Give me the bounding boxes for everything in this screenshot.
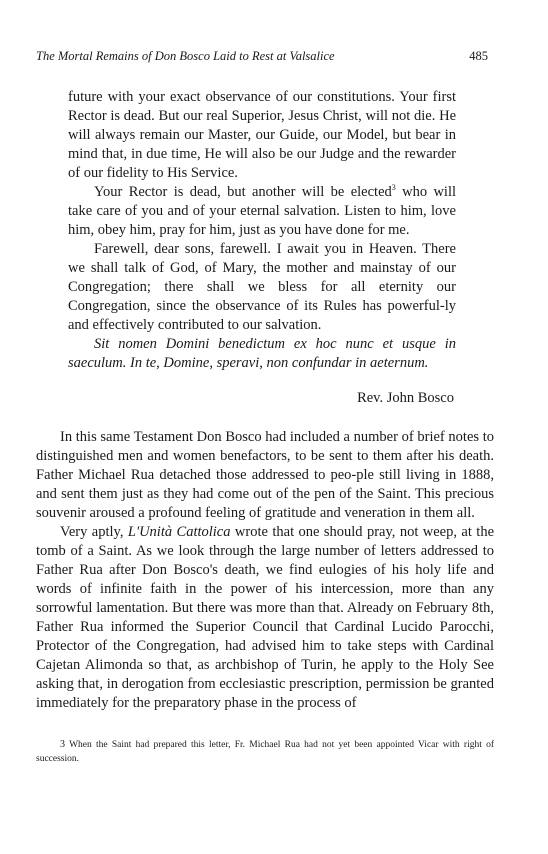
- page-number: 485: [469, 49, 488, 63]
- body-paragraph: In this same Testament Don Bosco had included a number of brief notes to distinguished men and women benefactors, to be sent to them after his death. Father Michael Rua detached those addressed to peo-ple still living in 1888, and sent them just as they had come out of the pen of the Saint. This precious souvenir aroused a profound feeling of gratitude and veneration in them all.: [36, 429, 494, 521]
- body-text: Very aptly,: [60, 524, 128, 540]
- latin-blessing: Sit nomen Domini benedictum ex hoc nunc et usque in saeculum. In te, Domine, speravi, non confundar in aeternum.: [68, 336, 456, 371]
- letter-paragraph: Farewell, dear sons, farewell. I await you in Heaven. There we shall talk of God, of Mary, the mother and mainstay of our Congregation; there shall we bless for all eternity our Congregation, since the observance of its Rules has powerful-ly and effectively contributed to our salvation.: [68, 241, 456, 333]
- letter-paragraph: future with your exact observance of our constitutions. Your first Rector is dead. But our real Superior, Jesus Christ, will not die. He will always remain our Master, our Guide, our Model, but bear in mind that, in due time, He will also be our Judge and the rewarder of our fidelity to His Service.: [68, 89, 456, 181]
- footnote-mark: 3: [60, 739, 65, 750]
- footnote: [36, 738, 494, 766]
- letter-signature: Rev. John Bosco: [357, 390, 454, 406]
- footnote-reference: 3: [391, 183, 396, 193]
- body-paragraph: [36, 523, 494, 713]
- quoted-letter: [68, 88, 456, 408]
- footnote-text: [36, 738, 494, 766]
- letter-text: Your Rector is dead, but another will be elected: [94, 184, 392, 200]
- newspaper-title: L'Unità Cattolica: [127, 524, 231, 540]
- main-text: [36, 428, 494, 713]
- footnote-body: When the Saint had prepared this letter, Fr. Michael Rua had not yet been appointed Vicar with right of succession.: [36, 740, 494, 764]
- running-header: [36, 48, 488, 64]
- letter-paragraph: [68, 183, 456, 240]
- body-text: wrote that one should pray, not weep, at the tomb of a Saint. As we look through the large number of letters addressed to Father Rua after Don Bosco's death, we find eulogies of his holy life and words of infinite faith in the power of his intercession, more than any sorrowful lamentation. But there was more than that. Already on February 8th, Father Rua informed the Superior Council that Cardinal Lucido Parocchi, Protector of the Congregation, had advised him to take steps with Cardinal Cajetan Alimonda so that, as archbishop of Turin, he apply to the Holy See asking that, in derogation from ecclesiastic prescription, permission be granted immediately for the preparatory phase in the process of: [36, 524, 494, 711]
- letter-text: who will take care of you and of your eternal salvation. Listen to him, love him, obey him, pray for him, just as you have done for me.: [68, 184, 457, 238]
- running-title: The Mortal Remains of Don Bosco Laid to Rest at Valsalice: [36, 49, 335, 63]
